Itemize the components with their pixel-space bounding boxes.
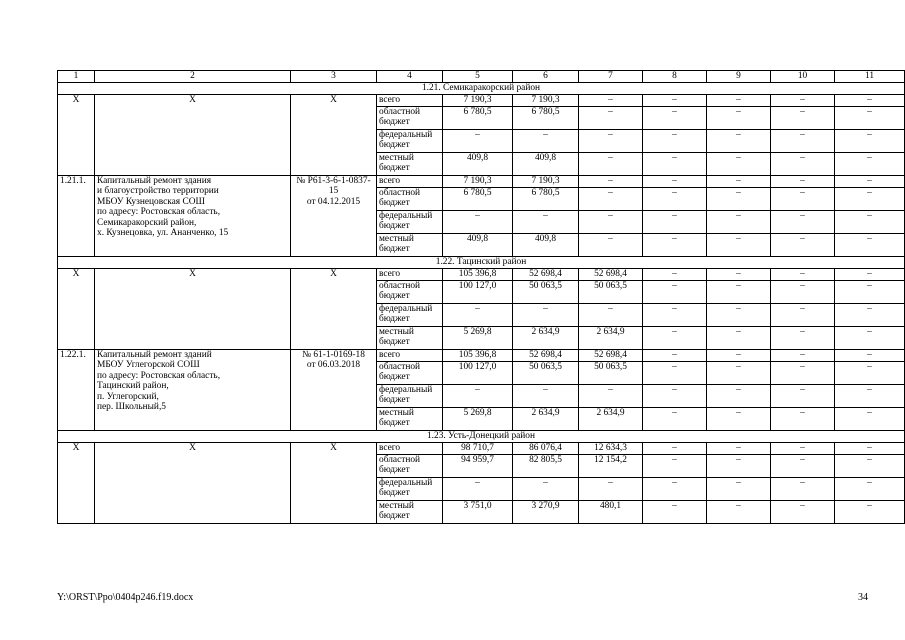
value-cell: 409,8 [513, 234, 579, 257]
empty-value: – [707, 153, 771, 176]
funding-source: всего [377, 269, 443, 281]
document-ref [291, 350, 377, 431]
table-row [58, 95, 905, 107]
empty-value: – [643, 478, 707, 501]
empty-value: – [643, 362, 707, 385]
funding-source: местный бюджет [377, 408, 443, 431]
value-cell: – [579, 304, 643, 327]
empty-value: – [643, 269, 707, 281]
value-cell: – [513, 130, 579, 153]
empty-value: – [771, 455, 835, 478]
funding-source: всего [377, 443, 443, 455]
value-cell: 480,1 [579, 501, 643, 524]
empty-value: – [771, 327, 835, 350]
text-line: пер. Школьный,5 [97, 402, 166, 413]
funding-source: местный бюджет [377, 153, 443, 176]
value-cell: 2 634,9 [579, 408, 643, 431]
empty-value: – [707, 501, 771, 524]
empty-value: – [707, 304, 771, 327]
empty-value: – [835, 176, 905, 188]
empty-value: – [835, 211, 905, 234]
empty-value: – [835, 304, 905, 327]
empty-value: – [707, 95, 771, 107]
value-cell: 7 190,3 [443, 95, 513, 107]
empty-value: – [643, 501, 707, 524]
empty-value: – [771, 234, 835, 257]
value-cell: 100 127,0 [443, 281, 513, 304]
funding-source: областной бюджет [377, 362, 443, 385]
funding-source: федеральный бюджет [377, 385, 443, 408]
object-description [95, 350, 291, 431]
value-cell: – [579, 176, 643, 188]
column-header: 8 [643, 71, 707, 83]
text-line: Тацинский район, [97, 381, 169, 392]
value-cell: 50 063,5 [579, 362, 643, 385]
empty-value: – [771, 501, 835, 524]
text-line: Семикаракорский район, [97, 217, 197, 228]
value-cell: – [579, 95, 643, 107]
text-line: МБОУ Углегорской СОШ [97, 360, 200, 371]
value-cell: 98 710,7 [443, 443, 513, 455]
value-cell: – [513, 478, 579, 501]
value-cell: – [513, 385, 579, 408]
empty-value: – [707, 130, 771, 153]
text-line: и благоустройство территории [97, 186, 219, 197]
empty-value: – [707, 107, 771, 130]
empty-value: – [835, 153, 905, 176]
value-cell: – [443, 478, 513, 501]
text-line: от 06.03.2018 [306, 360, 361, 371]
value-cell: 105 396,8 [443, 350, 513, 362]
text-line: № Р61-3-6-1-0837- [296, 176, 371, 186]
empty-value: – [771, 107, 835, 130]
funding-source: федеральный бюджет [377, 478, 443, 501]
value-cell: – [443, 385, 513, 408]
value-cell: – [513, 211, 579, 234]
empty-value: – [707, 443, 771, 455]
value-cell: 7 190,3 [513, 95, 579, 107]
empty-value: – [771, 350, 835, 362]
text-line: Капитальный ремонт здания [97, 176, 212, 186]
empty-value: – [771, 130, 835, 153]
empty-value: – [771, 95, 835, 107]
table-row [58, 350, 905, 362]
empty-value: – [643, 153, 707, 176]
funding-source: всего [377, 350, 443, 362]
text-line: Капитальный ремонт зданий [97, 350, 212, 360]
row-number: 1.21.1. [58, 176, 95, 257]
value-cell: – [579, 130, 643, 153]
empty-value: – [835, 234, 905, 257]
empty-value: – [643, 130, 707, 153]
value-cell: 5 269,8 [443, 327, 513, 350]
value-cell: 6 780,5 [443, 188, 513, 211]
value-cell: – [443, 304, 513, 327]
empty-value: – [771, 269, 835, 281]
section-title: 1.21. Семикаракорский район [58, 83, 905, 95]
value-cell: 12 154,2 [579, 455, 643, 478]
object-name: Х [95, 443, 291, 524]
table-row [58, 269, 905, 281]
empty-value: – [771, 362, 835, 385]
value-cell: 100 127,0 [443, 362, 513, 385]
value-cell: 50 063,5 [579, 281, 643, 304]
empty-value: – [771, 304, 835, 327]
value-cell: 50 063,5 [513, 281, 579, 304]
value-cell: 3 270,9 [513, 501, 579, 524]
document-ref: Х [291, 443, 377, 524]
empty-value: – [835, 362, 905, 385]
empty-value: – [707, 350, 771, 362]
empty-value: – [835, 130, 905, 153]
empty-value: – [707, 327, 771, 350]
empty-value: – [771, 188, 835, 211]
row-number: Х [58, 269, 95, 350]
funding-source: областной бюджет [377, 107, 443, 130]
empty-value: – [771, 408, 835, 431]
value-cell: 6 780,5 [513, 188, 579, 211]
empty-value: – [835, 107, 905, 130]
value-cell: 5 269,8 [443, 408, 513, 431]
funding-source: местный бюджет [377, 501, 443, 524]
empty-value: – [707, 455, 771, 478]
value-cell: 50 063,5 [513, 362, 579, 385]
value-cell: 409,8 [443, 153, 513, 176]
empty-value: – [835, 478, 905, 501]
empty-value: – [771, 176, 835, 188]
column-header: 1 [58, 71, 95, 83]
table-row [58, 176, 905, 188]
funding-source: областной бюджет [377, 455, 443, 478]
empty-value: – [643, 350, 707, 362]
value-cell: – [579, 478, 643, 501]
document-ref: Х [291, 269, 377, 350]
funding-source: областной бюджет [377, 188, 443, 211]
funding-source: местный бюджет [377, 327, 443, 350]
budget-table [57, 70, 905, 524]
value-cell: 2 634,9 [513, 327, 579, 350]
value-cell: – [579, 211, 643, 234]
section-row [58, 431, 905, 443]
column-header: 11 [835, 71, 905, 83]
empty-value: – [835, 455, 905, 478]
value-cell: 409,8 [513, 153, 579, 176]
section-title: 1.23. Усть-Донецкий район [58, 431, 905, 443]
empty-value: – [835, 443, 905, 455]
empty-value: – [771, 385, 835, 408]
column-header: 9 [707, 71, 771, 83]
empty-value: – [707, 408, 771, 431]
empty-value: – [643, 304, 707, 327]
value-cell: 94 959,7 [443, 455, 513, 478]
funding-source: областной бюджет [377, 281, 443, 304]
empty-value: – [643, 408, 707, 431]
value-cell: 7 190,3 [513, 176, 579, 188]
empty-value: – [643, 234, 707, 257]
empty-value: – [707, 385, 771, 408]
text-line: по адресу: Ростовская область, [97, 207, 221, 218]
object-name: Х [95, 95, 291, 176]
section-row [58, 257, 905, 269]
empty-value: – [771, 478, 835, 501]
file-path: Y:\ORST\Ppo\0404p246.f19.docx [57, 592, 194, 603]
value-cell: 52 698,4 [513, 269, 579, 281]
text-line: от 04.12.2015 [306, 196, 361, 207]
value-cell: 82 805,5 [513, 455, 579, 478]
column-header: 4 [377, 71, 443, 83]
value-cell: 12 634,3 [579, 443, 643, 455]
section-title: 1.22. Тацинский район [58, 257, 905, 269]
value-cell: – [513, 304, 579, 327]
funding-source: местный бюджет [377, 234, 443, 257]
empty-value: – [643, 281, 707, 304]
value-cell: 6 780,5 [513, 107, 579, 130]
empty-value: – [835, 501, 905, 524]
funding-source: федеральный бюджет [377, 130, 443, 153]
value-cell: 3 751,0 [443, 501, 513, 524]
empty-value: – [835, 350, 905, 362]
empty-value: – [643, 107, 707, 130]
empty-value: – [771, 281, 835, 304]
empty-value: – [707, 234, 771, 257]
empty-value: – [643, 443, 707, 455]
funding-source: федеральный бюджет [377, 304, 443, 327]
value-cell: – [579, 107, 643, 130]
empty-value: – [771, 443, 835, 455]
empty-value: – [643, 211, 707, 234]
column-header: 6 [513, 71, 579, 83]
empty-value: – [771, 211, 835, 234]
object-name: Х [95, 269, 291, 350]
page-number: 34 [858, 592, 868, 603]
document-ref [291, 176, 377, 257]
funding-source: всего [377, 95, 443, 107]
empty-value: – [643, 385, 707, 408]
empty-value: – [835, 327, 905, 350]
value-cell: 6 780,5 [443, 107, 513, 130]
empty-value: – [771, 153, 835, 176]
value-cell: 2 634,9 [579, 327, 643, 350]
text-line: х. Кузнецовка, ул. Ананченко, 15 [97, 228, 229, 239]
empty-value: – [643, 176, 707, 188]
value-cell: – [443, 130, 513, 153]
table-row [58, 443, 905, 455]
row-number: Х [58, 95, 95, 176]
funding-source: всего [377, 176, 443, 188]
text-line: по адресу: Ростовская область, [97, 370, 221, 381]
value-cell: – [579, 234, 643, 257]
empty-value: – [835, 188, 905, 211]
empty-value: – [707, 176, 771, 188]
column-header: 3 [291, 71, 377, 83]
empty-value: – [707, 478, 771, 501]
value-cell: – [443, 211, 513, 234]
value-cell: 7 190,3 [443, 176, 513, 188]
value-cell: 52 698,4 [513, 350, 579, 362]
document-ref: Х [291, 95, 377, 176]
value-cell: 2 634,9 [513, 408, 579, 431]
value-cell: – [579, 188, 643, 211]
column-header: 7 [579, 71, 643, 83]
section-row [58, 83, 905, 95]
column-header: 5 [443, 71, 513, 83]
text-line: № 61-1-0169-18 [302, 350, 365, 360]
empty-value: – [643, 188, 707, 211]
empty-value: – [643, 455, 707, 478]
empty-value: – [707, 269, 771, 281]
empty-value: – [835, 408, 905, 431]
row-number: Х [58, 443, 95, 524]
value-cell: 105 396,8 [443, 269, 513, 281]
empty-value: – [835, 281, 905, 304]
column-header: 2 [95, 71, 291, 83]
empty-value: – [707, 281, 771, 304]
empty-value: – [643, 327, 707, 350]
empty-value: – [643, 95, 707, 107]
empty-value: – [707, 188, 771, 211]
text-line: п. Углегорский, [97, 391, 159, 402]
funding-source: федеральный бюджет [377, 211, 443, 234]
table-body [58, 71, 905, 524]
value-cell: 86 076,4 [513, 443, 579, 455]
empty-value: – [835, 269, 905, 281]
text-line: МБОУ Кузнецовская СОШ [97, 196, 205, 207]
value-cell: 52 698,4 [579, 350, 643, 362]
value-cell: 409,8 [443, 234, 513, 257]
empty-value: – [835, 385, 905, 408]
value-cell: – [579, 153, 643, 176]
text-line: 15 [328, 186, 339, 197]
header-row [58, 71, 905, 83]
object-description [95, 176, 291, 257]
column-header: 10 [771, 71, 835, 83]
empty-value: – [707, 362, 771, 385]
value-cell: – [579, 385, 643, 408]
empty-value: – [707, 211, 771, 234]
empty-value: – [835, 95, 905, 107]
value-cell: 52 698,4 [579, 269, 643, 281]
row-number: 1.22.1. [58, 350, 95, 431]
